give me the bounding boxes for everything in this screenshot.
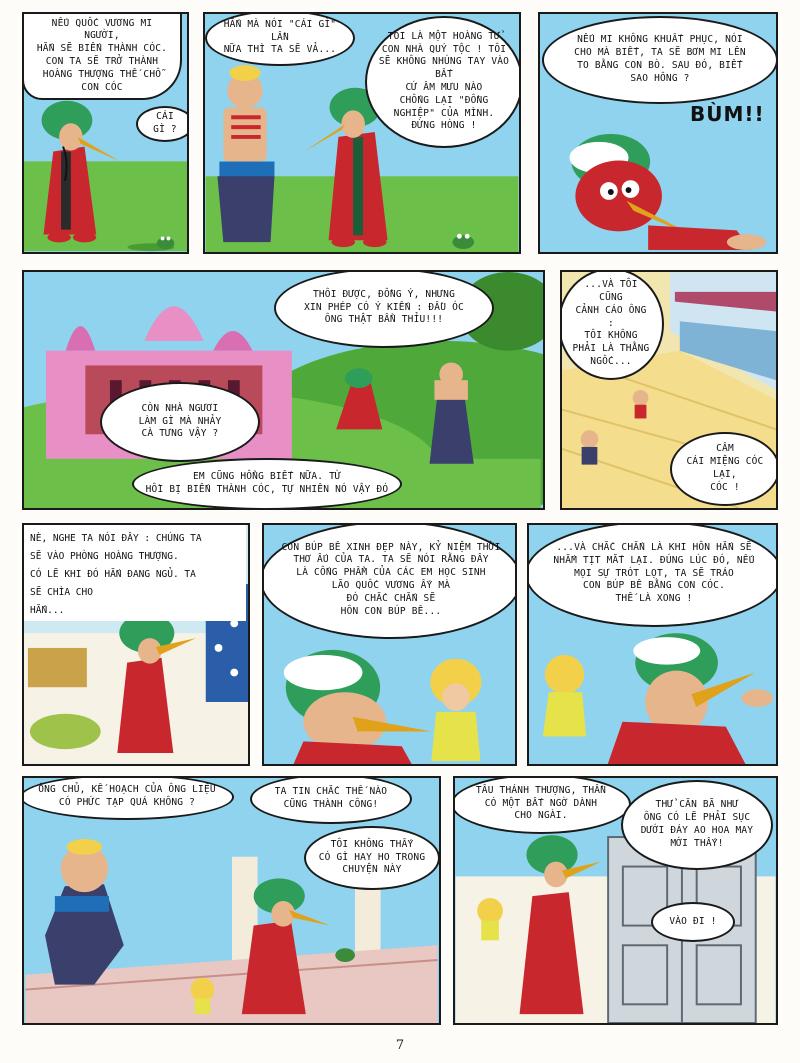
panel-6 [22, 523, 250, 766]
panel-3 [538, 12, 778, 254]
speech-bubble: HẮN MÀ NÓI "CÁI GÌ" LẦN NỮA THÌ TA SẼ VẢ... [205, 12, 355, 66]
speech-bubble: ÔNG CHỦ, KẾ HOẠCH CỦA ÔNG LIỆU CÓ PHỨC TẠP QUÁ KHÔNG ? [22, 776, 234, 820]
speech-bubble: CON BÚP BÊ XINH ĐẸP NÀY, KỶ NIỆM THỜI THƠ ẤU CỦA TA. TA SẼ NÓI RẰNG ĐÂY LÀ CỐNG PHẨM CỦA CÁC EM HỌC SINH LÃO QUỐC VƯƠNG ẤY MÀ ĐÓ CHẮC CHẮN SẼ HÔN CON BÚP BÊ... [262, 523, 517, 639]
panel-10 [453, 776, 778, 1025]
panel-9 [22, 776, 441, 1025]
panel-8 [527, 523, 778, 766]
narration-box: NÈ, NGHE TA NÓI ĐÂY : CHÚNG TA SẼ VÀO PHÒNG HOÀNG THƯỢNG. CÓ LẼ KHI ĐÓ HẮN ĐANG NGỦ. TA SẼ CHÌA CHO HẮN... [24, 525, 246, 621]
speech-bubble: EM CŨNG HỔNG BIẾT NỮA. TỪ HỒI BỊ BIẾN THÀNH CÓC, TỰ NHIÊN NÓ VẬY ĐÓ [132, 458, 402, 510]
page-number: 7 [395, 1038, 405, 1053]
speech-bubble: THỬ CĂN BÃ NHƯ ÔNG CÓ LẼ PHẢI SỤC DƯỚI ĐÁY AO HOA MAY MỚI THẤY! [621, 780, 773, 870]
speech-bubble: NẾU MI KHÔNG KHUẤT PHỤC, NÓI CHO MÀ BIẾT, TA SẼ BƠM MI LÊN TO BẰNG CON BÒ. SAU ĐÓ, BIẾT SAO HÔNG ? [542, 16, 778, 104]
speech-bubble: NẾU QUỐC VƯƠNG MI NGƯỜI, HẮN SẼ BIẾN THÀNH CÓC. CON TA SẼ TRỞ THÀNH HOÀNG THƯỢNG THẾ CHỖ CON CÓC [22, 12, 182, 100]
panel-5 [560, 270, 778, 510]
speech-bubble: CÂM CÁI MIỆNG CÓC LẠI, CÓC ! [670, 432, 778, 506]
speech-bubble: THÔI ĐƯỢC, ĐỒNG Ý, NHƯNG XIN PHÉP CÓ Ý KIẾN : ĐẦU ÓC ÔNG THẬT BẨN THỈU!!! [274, 270, 494, 348]
speech-bubble: VÀO ĐI ! [651, 902, 735, 942]
panel-2 [203, 12, 521, 254]
speech-bubble: ...VÀ TÔI CŨNG CẢNH CÁO ÔNG : TÔI KHÔNG PHẢI LÀ THẰNG NGỐC... [560, 270, 664, 380]
sound-effect: BÙM!! [690, 102, 765, 126]
speech-bubble: TÂU THÁNH THƯỢNG, THẦN CÓ MỘT BẤT NGỜ DÀNH CHO NGÀI. [453, 776, 631, 834]
speech-bubble: TÔI LÀ MỘT HOÀNG TỬ CON NHÀ QUÝ TỘC ! TÔI SẼ KHÔNG NHÚNG TAY VÀO BẤT CỨ ÂM MƯU NÀO CHỐNG LẠI "ĐỒNG NGHIỆP" CỦA MÌNH. ĐỪNG HÒNG ! [365, 16, 521, 148]
speech-bubble: TÔI KHÔNG THẤY CÓ GÌ HAY HO TRONG CHUYỆN NÀY [304, 826, 440, 890]
panel-1 [22, 12, 189, 254]
panel-7 [262, 523, 517, 766]
speech-bubble: ...VÀ CHẮC CHẮN LÀ KHI HÔN HẮN SẼ NHẮM TỊT MẮT LẠI. ĐÚNG LÚC ĐÓ, NẾU MỌI SỰ TRÓT LỌT, TA SẼ TRÁO CON BÚP BÊ BẰNG CON CÓC. THẾ LÀ XONG ! [527, 523, 778, 627]
speech-bubble: CÁI GÌ ? [136, 106, 189, 142]
speech-bubble: TA TIN CHẮC THẾ NÀO CŨNG THÀNH CÔNG! [250, 776, 412, 824]
speech-bubble: CÒN NHÀ NGƯƠI LÀM GÌ MÀ NHẢY CÀ TƯNG VẬY ? [100, 382, 260, 462]
panel-4 [22, 270, 545, 510]
